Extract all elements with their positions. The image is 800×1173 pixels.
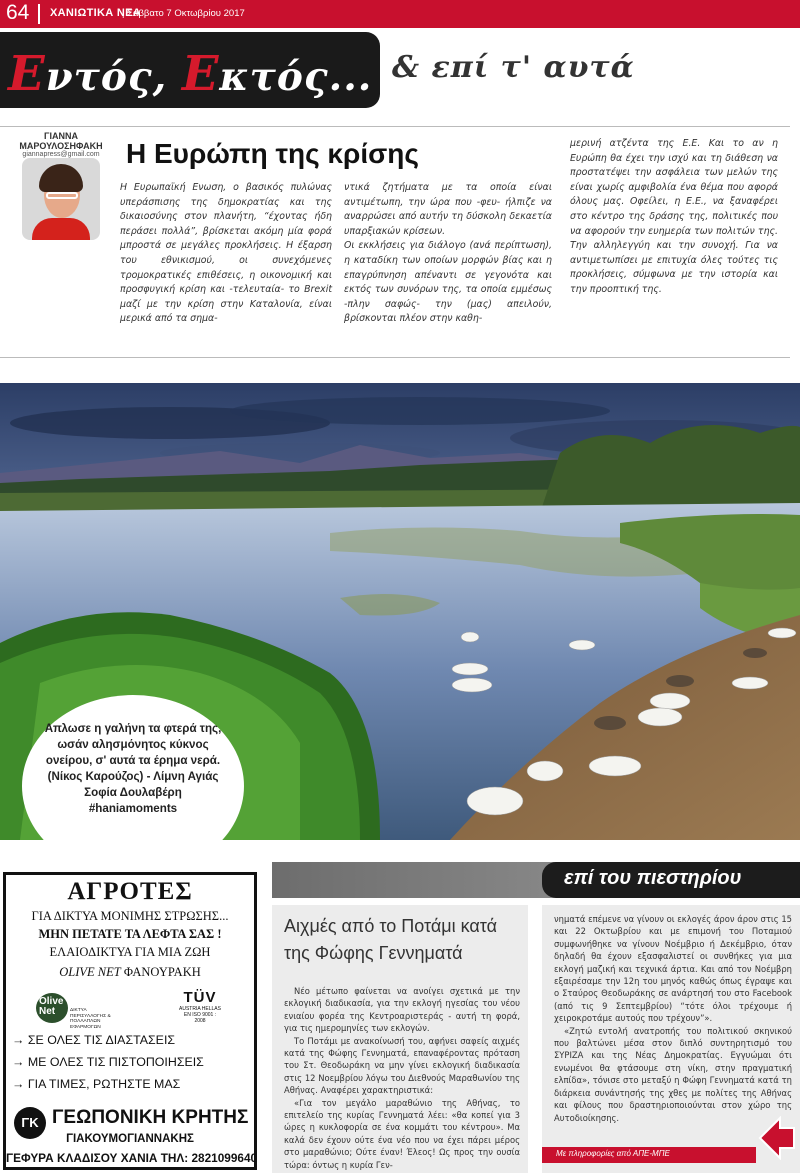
opinion-column-1: Η Ευρωπαϊκή Ενωση, ο βασικός πυλώνας υπεράσπισης της δημοκρατίας και της δικαιοσύνης στον πλανήτη, “έχοντας ήδη περάσει πολλά”, βρίσκεται ακόμη μία φορά μπροστά σε μεγάλες προκλήσεις. Η έξαρση του εθνικισμού, οι συνεχόμενες τρομοκρατικές επιθέσεις, η οικονομική και προσφυγική κρίση και -τελευταία- το Brexit μαζί με την κρίση στην Καταλονία, είναι μερικά από τα σημα- (120, 182, 332, 325)
author-byline (18, 131, 104, 158)
ad-bullet-2: → ΜΕ ΟΛΕΣ ΤΙΣ ΠΙΣΤΟΠΟΙΗΣΕΙΣ (12, 1055, 204, 1069)
ad-bullet-1: → ΣΕ ΟΛΕΣ ΤΙΣ ΔΙΑΣΤΑΣΕΙΣ (12, 1033, 176, 1047)
author-avatar (22, 158, 100, 240)
news-text-1: Νέο μέτωπο φαίνεται να ανοίγει σχετικά με την εκλογική διαδικασία, για την εκλογή ηγεσίας του νέου ενιαίου φορέα της Κεντροαριστεράς - αυτή τη φορά, για τις ημερομηνίες των εκλογών. Το Ποτάμι με ανακοίνωσή του, αφήνει σαφείς αιχμές κατά της Φώφης Γεννηματά, επαναφέροντας πρόταση του Στ. Θεοδωράκη να μην γίνει εκλογική διαδικασία στις 12 Νοεμβρίου λόγω του Διεθνούς Μαραθωνίου της Αθήνας. Αναφέρει χαρακτηριστικά: «Για τον μεγάλο μαραθώνιο της Αθήνας, το επιτελείο της κυρίας Γεννηματά λέει: «θα κοπεί για 3 ώρες η κυκλοφορία σε ένα κομμάτι του κέντρου». Μα καλά δεν έχουν ούτε ένα νέο που να έχει πάρει μέρος στο μαραθώνιο; Ούτε έναν! Έλεος! Ως προς την ουσία τώρα: όντως η κυρία Γεν- (284, 986, 520, 1170)
news-article-col-1 (272, 905, 528, 1173)
ad-brand: OLIVE NET (59, 965, 121, 979)
section-title-tab (542, 862, 800, 898)
source-credit-bar (542, 1147, 756, 1163)
section-title: επί του πιεστηρίου (564, 867, 742, 889)
photo-caption: Απλωσε η γαλήνη τα φτερά της, ωσάν αλησμόνητος κύκνος ονείρου, σ' αυτά τα έρημα νερά.(Νίκος Καρούζος) - Λίμνη Αγιάς Σοφία Δουλαβέρη #haniamoments (44, 722, 222, 815)
page-header-bar (0, 0, 800, 28)
ad-address: ΓΕΦΥΡΑ ΚΛΑΔΙΣΟΥ ΧΑΝΙΑ ΤΗΛ: 2821099640 (6, 1151, 258, 1165)
ad-line-1: ΓΙΑ ΔΙΚΤΥΑ ΜΟΝΙΜΗΣ ΣΤΡΩΣΗΣ... (31, 909, 229, 923)
advertisement (3, 872, 257, 1170)
olive-net-logo: Olive Net ΔΙΚΤΥΑ ΠΕΡΙΣΥΛΛΟΓΗΣ & ΠΟΛΛΑΠΛΩΝ ΕΦΑΡΜΟΓΩΝ (36, 993, 116, 1025)
ad-brand-line (6, 965, 254, 980)
header-divider (38, 4, 40, 24)
opinion-column-2: ντικά ζητήματα με τα οποία είναι αντιμέτωπη, την ώρα που -φευ- ήλπιζε να αναρρώσει από αυτήν τη δύσκολη δεκαετία υπαρξιακών κρίσεων. Οι εκκλήσεις για διάλογο (ανά περίπτωση), η καταδίκη των οποίων μορφών βίας και η επαγρύπνηση απέναντι σε γεγονότα και εκτός των συνόρων της, τα οποία εμμέσως -πλην σαφώς- την (μας) απειλούν, βρίσκονται πλέον στην καθη- (344, 182, 552, 325)
news-article-title: Αιχμές από το Ποτάμι κατά της Φώφης Γεννηματά (284, 916, 498, 963)
issue-date: | Σάββατο 7 Οκτωβρίου 2017 (122, 8, 245, 19)
source-credit: Με πληροφορίες από ΑΠΕ-ΜΠΕ (556, 1149, 670, 1158)
ad-company-owner: ΓΙΑΚΟΥΜΟΓΙΑΝΝΑΚΗΣ (66, 1133, 194, 1145)
photo-caption-bubble (22, 695, 244, 877)
tuv-logo: TÜV AUSTRIA HELLAS EN ISO 9001 : 2008 (179, 989, 221, 1024)
ad-line-3: ΕΛΑΙΟΔΙΚΤΥΑ ΓΙΑ ΜΙΑ ΖΩΗ (49, 945, 211, 959)
column-subtitle: & επί τ' αυτά (392, 50, 635, 85)
ad-title: ΑΓΡΟΤΕΣ (67, 878, 193, 905)
newspaper-name: ΧΑΝΙΩΤΙΚΑ ΝΕΑ (50, 7, 141, 19)
ad-company: ΓΕΩΠΟΝΙΚΗ ΚΡΗΤΗΣ (52, 1107, 249, 1128)
article-headline: Η Ευρώπη της κρίσης (126, 138, 419, 169)
ad-bullet-3: → ΓΙΑ ΤΙΜΕΣ, ΡΩΤΗΣΤΕ ΜΑΣ (12, 1077, 181, 1091)
ad-line-2: ΜΗΝ ΠΕΤΑΤΕ ΤΑ ΛΕΦΤΑ ΣΑΣ ! (38, 927, 222, 941)
page-number: 64 (6, 1, 30, 24)
author-email[interactable]: giannapress@gmail.com (22, 151, 100, 158)
ad-brand-owner: ΦΑΝΟΥΡΑΚΗ (120, 965, 201, 979)
column-title: Εντός, Εκτός... (8, 46, 373, 102)
news-text-2: νηματά επέμενε να γίνουν οι εκλογές άρον άρον στις 15 και 22 Οκτωβρίου και με επιμονή του Ποταμιού συμφωνήθηκε να γίνουν Νοέμβριο ή Δεκέμβριο, όταν δηλαδή θα έχουν εξασφαλιστεί οι συνθήκες για μια εκλογή μαζική και τεχνικά άρτια. Και από τον Νοέμβρη εξαιρέσαμε την 12η του μηνός καθώς όπως έγραψε και ο Σταύρος Θεοδωράκης σε ανάρτησή του στο Facebook (από τις 9 Σεπτεμβρίου) “τότε όλοι τρέχουμε ή χειροκροτάμε αυτούς που τρέχουν”». «Ζητώ εντολή ανατροπής του πολιτικού σκηνικού που βαλτώνει μέσα στον διπλό συντηρητισμό του ΣΥΡΙΖΑ και της Νέας Δημοκρατίας. Εγγυώμαι ότι ενωμένοι θα φτάσουμε στη νίκη, στην πραγματική ελπίδα», τόνισε στο μεταξύ η Φώφη Γεννηματά κατά τη διάρκεια συνάντησής της χθες με πολίτες της Αθήνας και φίλους που δραστηριοποιούνται στον χώρο της Αυτοδιοίκησης. (554, 914, 792, 1123)
opinion-column-3: μερινή ατζέντα της Ε.Ε. Και το αν η Ευρώπη θα έχει την ισχύ και τη διάθεση να προστατέψει την ασφάλεια των μελών της είναι χωρίς αμφιβολία ένα θέμα που αφορά όλους μας. Οφείλει, η Ε.Ε., να ξαναφέρει στο κέντρο της δράσης της, πολιτικές που να αφορούν την ευημερία των πολιτών της. Την αλληλεγγύη και την συνοχή. Για να αντιμετωπίσει με επιτυχία όλες τούτες τις προκλήσεις, σύμφωνα με την ιστορία και την προοπτική της. (570, 138, 778, 295)
column-header (0, 32, 380, 108)
arrow-left-icon (758, 1116, 796, 1160)
author-name: ΓΙΑΝΝΑ ΜΑΡΟΥΛΟΣΗΦΑΚΗ (19, 131, 103, 151)
geoponiki-logo: ΓΚ (14, 1107, 46, 1139)
